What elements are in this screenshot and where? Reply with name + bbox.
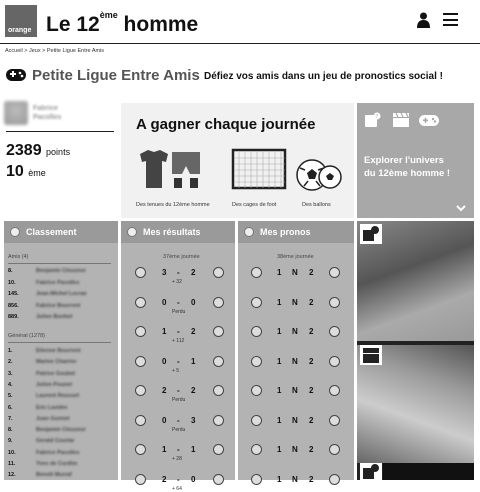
ranking-player-name: Jean-Michel Lecrae (36, 291, 87, 297)
ranking-row[interactable] (8, 393, 80, 400)
team-logo-icon (213, 356, 224, 367)
prono-option-n[interactable]: N (292, 415, 298, 425)
ranking-row[interactable] (8, 415, 70, 422)
explore-label-line2: du 12ème homme ! (364, 168, 451, 179)
profile-name-first: Fabrice (33, 105, 58, 112)
chevron-down-icon[interactable] (456, 205, 466, 212)
brand-text: Le 12 (46, 13, 100, 36)
result-home-score: 1 (162, 445, 167, 454)
result-points-delta: Perdu (172, 397, 186, 403)
result-away-score: 2 (191, 327, 196, 336)
ranking-position: 5. (8, 393, 13, 400)
media-thumbnail[interactable] (383, 463, 474, 480)
prono-option-n[interactable]: N (292, 327, 298, 336)
header (0, 0, 480, 44)
team-logo-icon (251, 267, 262, 278)
result-home-score: 2 (162, 474, 167, 484)
prono-option-n[interactable]: N (292, 268, 298, 277)
result-separator: - (177, 268, 180, 277)
ranking-position: 9. (8, 438, 13, 445)
ranking-player-name: Laurent Roussel (36, 393, 80, 400)
team-logo-icon (213, 326, 224, 337)
ranking-position: 11. (8, 461, 16, 467)
brand-text-end: homme (117, 13, 199, 36)
team-logo-icon (251, 415, 262, 426)
ranking-player-name: Benjamin Clouzeur (36, 268, 86, 274)
prono-option-2[interactable]: 2 (309, 415, 314, 425)
breadcrumb[interactable]: Accueil > Jeux > Petite Ligue Entre Amis (5, 48, 105, 54)
prono-option-n[interactable]: N (292, 297, 298, 307)
team-logo-icon (213, 415, 224, 426)
resultats-title: Mes résultats (143, 227, 201, 237)
ranking-position: 2. (8, 359, 13, 366)
team-logo-icon (329, 326, 340, 337)
prono-option-1[interactable]: 1 (277, 445, 282, 454)
result-away-score: 1 (191, 445, 196, 454)
ranking-position: 856. (8, 302, 19, 309)
general-label: Général (1278) (8, 333, 45, 339)
prono-option-1[interactable]: 1 (277, 386, 282, 395)
ranking-row[interactable] (8, 302, 81, 309)
result-home-score: 2 (162, 386, 167, 395)
prono-option-n[interactable]: N (292, 356, 298, 366)
ranking-player-name: Julien Bonhet (36, 314, 73, 320)
ranking-position: 889. (8, 314, 19, 320)
result-separator: - (177, 297, 180, 307)
prono-option-1[interactable]: 1 (277, 474, 282, 484)
ranking-row[interactable] (8, 472, 72, 479)
ranking-player-name: Etienne Bourrent (36, 348, 81, 354)
ranking-position: 1. (8, 348, 13, 354)
ranking-row[interactable] (8, 427, 86, 434)
prono-option-n[interactable]: N (292, 445, 298, 454)
result-away-score: 2 (191, 386, 196, 395)
team-logo-icon (251, 356, 262, 367)
profile-divider (6, 131, 114, 132)
ball-icon (10, 227, 20, 237)
ranking-row[interactable] (8, 359, 77, 366)
rank-label: ème (28, 168, 46, 178)
ranking-row[interactable] (8, 268, 86, 274)
points-value: 2389 (6, 142, 42, 159)
ranking-row[interactable] (8, 279, 80, 286)
prono-option-2[interactable]: 2 (309, 445, 314, 454)
orange-logo[interactable] (5, 5, 37, 37)
ranking-row[interactable] (8, 461, 78, 467)
result-away-score: 1 (191, 356, 196, 366)
team-logo-icon (329, 356, 340, 367)
result-away-score: 0 (191, 474, 196, 484)
avatar[interactable] (4, 101, 28, 125)
classement-header[interactable] (4, 221, 118, 243)
user-icon[interactable] (417, 12, 430, 28)
goal-icon (231, 148, 287, 192)
ranking-row[interactable] (8, 381, 73, 388)
prono-option-2[interactable]: 2 (309, 474, 314, 484)
ranking-player-name: Julien Pounet (36, 381, 73, 388)
balls-icon (296, 158, 342, 192)
brand-sup: ème (99, 10, 118, 20)
team-logo-icon (251, 297, 262, 308)
prono-option-2[interactable]: 2 (309, 327, 314, 336)
result-separator: - (177, 356, 180, 366)
team-logo-icon (251, 444, 262, 455)
prono-option-2[interactable]: 2 (309, 268, 314, 277)
points-label: points (46, 147, 71, 157)
ranking-position: 8. (8, 427, 13, 434)
team-logo-icon (251, 474, 262, 485)
result-home-score: 0 (162, 415, 167, 425)
logo-text: orange (8, 27, 32, 34)
prizes-title: A gagner chaque journée (136, 116, 316, 133)
ranking-player-name: Benoît Murraf (36, 472, 72, 479)
team-logo-icon (213, 297, 224, 308)
ranking-row[interactable] (8, 438, 75, 445)
ranking-player-name: Gerald Couriar (36, 438, 75, 445)
result-separator: - (177, 474, 180, 484)
ranking-player-name: Fabrice Pacolles (36, 449, 80, 456)
team-logo-icon (329, 415, 340, 426)
prono-option-n[interactable]: N (292, 474, 298, 484)
team-logo-icon (135, 415, 146, 426)
result-away-score: 0 (191, 297, 196, 307)
ranking-player-name: Juan Gunnet (36, 415, 70, 422)
ranking-position: 4. (8, 381, 13, 388)
ranking-player-name: Marine Charrier (36, 359, 77, 366)
resultats-journee: 37ème journée (163, 254, 200, 260)
pronos-title: Mes pronos (260, 227, 311, 237)
ranking-position: 10. (8, 279, 16, 286)
team-logo-icon (251, 385, 262, 396)
prize-label-balls: Des ballons (302, 202, 331, 208)
ranking-player-name: Benjamin Clouzeur (36, 427, 86, 434)
prono-option-1[interactable]: 1 (277, 268, 282, 277)
ranking-position: 7. (8, 415, 13, 422)
quiz-icon (364, 112, 382, 128)
ranking-row[interactable] (8, 291, 87, 297)
prono-option-n[interactable]: N (292, 386, 298, 395)
team-logo-icon (329, 474, 340, 485)
gamepad-icon (418, 112, 440, 128)
general-divider (8, 342, 111, 343)
team-logo-icon (135, 297, 146, 308)
team-logo-icon (251, 326, 262, 337)
team-logo-icon (213, 474, 224, 485)
team-logo-icon (329, 444, 340, 455)
profile-name[interactable] (33, 104, 61, 122)
result-points-delta: Perdu (172, 308, 186, 315)
team-logo-icon (329, 385, 340, 396)
profile-name-last: Pacolles (33, 114, 62, 121)
result-points-delta: + 112 (172, 338, 185, 344)
result-home-score: 3 (162, 268, 167, 277)
ranking-position: 8. (8, 268, 13, 274)
prono-option-1[interactable]: 1 (277, 297, 282, 307)
rank-value: 10 (6, 163, 24, 180)
svg-text:?: ? (375, 114, 379, 120)
result-separator: - (177, 327, 180, 336)
ranking-position: 6. (8, 404, 13, 411)
profile-rank (6, 163, 46, 181)
page-title: Petite Ligue Entre Amis (32, 67, 200, 84)
result-points-delta: + 32 (172, 279, 182, 285)
prono-option-1[interactable]: 1 (277, 415, 282, 425)
ball-icon (244, 227, 254, 237)
team-logo-icon (213, 385, 224, 396)
result-separator: - (177, 445, 180, 454)
team-logo-icon (213, 444, 224, 455)
quiz-icon (360, 224, 382, 244)
team-logo-icon (135, 356, 146, 367)
team-logo-icon (213, 267, 224, 278)
result-separator: - (177, 386, 180, 395)
quiz-icon (360, 463, 382, 480)
ranking-player-name: Fabrice Pacolles (36, 279, 80, 286)
team-logo-icon (135, 267, 146, 278)
brand-title[interactable] (46, 10, 199, 37)
result-home-score: 0 (162, 356, 167, 366)
jersey-icon (136, 148, 204, 192)
ranking-position: 10. (8, 449, 16, 456)
explore-label (364, 154, 450, 180)
ball-icon (127, 227, 137, 237)
pronos-journee: 38ème journée (277, 254, 314, 260)
amis-label: Amis (4) (8, 254, 29, 260)
amis-divider (8, 263, 111, 264)
ranking-position: 12. (8, 472, 16, 479)
prize-label-jersey: Des tenues du 12ème homme (136, 202, 210, 208)
result-points-delta: + 28 (172, 456, 182, 462)
ranking-player-name: Fabrice Bourrent (36, 302, 81, 309)
result-away-score: 2 (191, 268, 196, 277)
result-home-score: 1 (162, 327, 167, 336)
team-logo-icon (135, 474, 146, 485)
resultats-header[interactable] (121, 221, 235, 243)
result-away-score: 3 (191, 415, 196, 425)
ranking-player-name: Eric Lavidre (36, 404, 68, 411)
prono-option-2[interactable]: 2 (309, 356, 314, 366)
clapper-icon (392, 112, 410, 128)
result-separator: - (177, 415, 180, 425)
prono-option-2[interactable]: 2 (309, 386, 314, 395)
gamepad-icon (6, 68, 26, 82)
profile-points (6, 142, 70, 160)
ranking-row[interactable] (8, 370, 76, 377)
prono-option-2[interactable]: 2 (309, 297, 314, 307)
team-logo-icon (135, 326, 146, 337)
result-points-delta: + 64 (172, 485, 182, 492)
ranking-row[interactable] (8, 314, 73, 320)
result-points-delta: Perdu (172, 426, 186, 433)
team-logo-icon (329, 267, 340, 278)
ranking-row[interactable] (8, 348, 81, 354)
ranking-player-name: Yves de Curdim (36, 461, 78, 467)
ranking-row[interactable] (8, 404, 68, 411)
hamburger-menu-icon[interactable] (443, 13, 458, 26)
ranking-row[interactable] (8, 449, 80, 456)
prono-option-1[interactable]: 1 (277, 356, 282, 366)
pronos-header[interactable] (238, 221, 354, 243)
team-logo-icon (329, 297, 340, 308)
result-points-delta: + 5 (172, 367, 180, 374)
ranking-position: 3. (8, 370, 13, 377)
team-logo-icon (135, 385, 146, 396)
result-home-score: 0 (162, 297, 167, 307)
clapper-icon (360, 345, 382, 365)
classement-title: Classement (26, 227, 77, 237)
explore-label-line1: Explorer l'univers (364, 155, 444, 166)
team-logo-icon (135, 444, 146, 455)
prize-label-goal: Des cages de foot (232, 202, 277, 208)
page-tagline: Défiez vos amis dans un jeu de pronostics social ! (204, 71, 443, 82)
prono-option-1[interactable]: 1 (277, 327, 282, 336)
ranking-player-name: Patrice Goubet (36, 370, 76, 377)
ranking-position: 145. (8, 291, 19, 297)
